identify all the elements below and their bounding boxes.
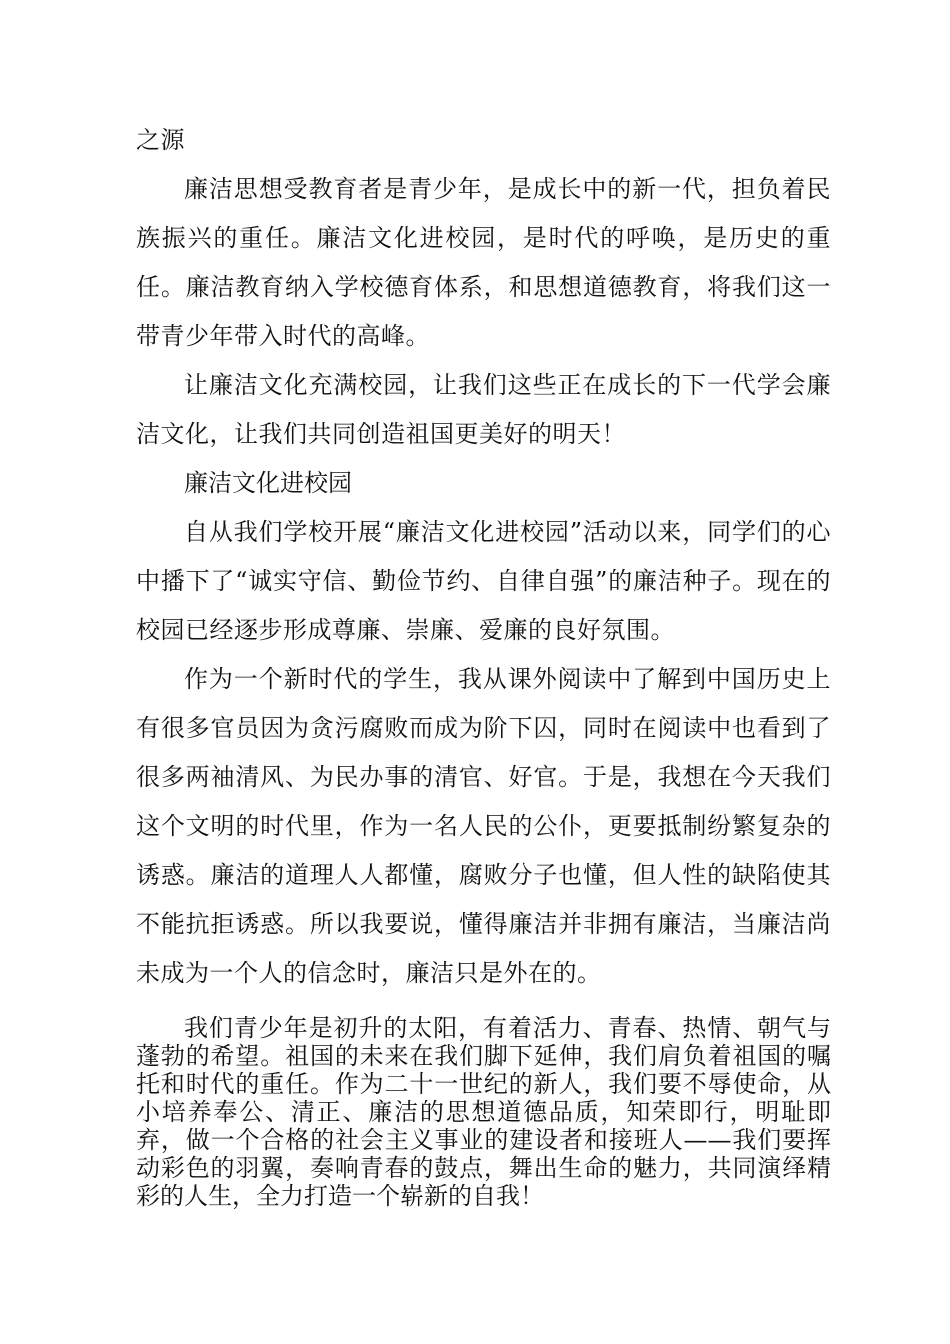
paragraph: 让廉洁文化充满校园，让我们这些正在成长的下一代学会廉洁文化，让我们共同创造祖国更美好的明天！: [136, 371, 831, 448]
paragraph: 作为一个新时代的学生，我从课外阅读中了解到中国历史上有很多官员因为贪污腐败而成为阶下囚，同时在阅读中也看到了很多两袖清风、为民办事的清官、好官。于是，我想在今天我们这个文明的时代里，作为一名人民的公仆，更要抵制纷繁复杂的诱惑。廉洁的道理人人都懂，腐败分子也懂，但人性的缺陷使其不能抗拒诱惑。所以我要说，懂得廉洁并非拥有廉洁，当廉洁尚未成为一个人的信念时，廉洁只是外在的。: [136, 665, 831, 987]
document-body: [136, 116, 831, 1234]
paragraph: 自从我们学校开展“廉洁文化进校园”活动以来，同学们的心中播下了“诚实守信、勤俭节约、自律自强”的廉洁种子。现在的校园已经逐步形成尊廉、崇廉、爱廉的良好氛围。: [136, 518, 831, 644]
paragraph-closing: 我们青少年是初升的太阳，有着活力、青春、热情、朝气与蓬勃的希望。祖国的未来在我们脚下延伸，我们肩负着祖国的嘱托和时代的重任。作为二十一世纪的新人，我们要不辱使命，从小培养奉公、清正、廉洁的思想道德品质，知荣即行，明耻即弃，做一个合格的社会主义事业的建设者和接班人——我们要挥动彩色的羽翼，奏响青春的鼓点，舞出生命的魅力，共同演绎精彩的人生，全力打造一个崭新的自我！: [136, 1014, 831, 1210]
paragraph: 廉洁思想受教育者是青少年，是成长中的新一代，担负着民族振兴的重任。廉洁文化进校园，是时代的呼唤，是历史的重任。廉洁教育纳入学校德育体系，和思想道德教育，将我们这一带青少年带入时代的高峰。: [136, 175, 831, 350]
section-heading: 廉洁文化进校园: [184, 469, 352, 497]
paragraph-continuation: 之源: [136, 126, 185, 154]
